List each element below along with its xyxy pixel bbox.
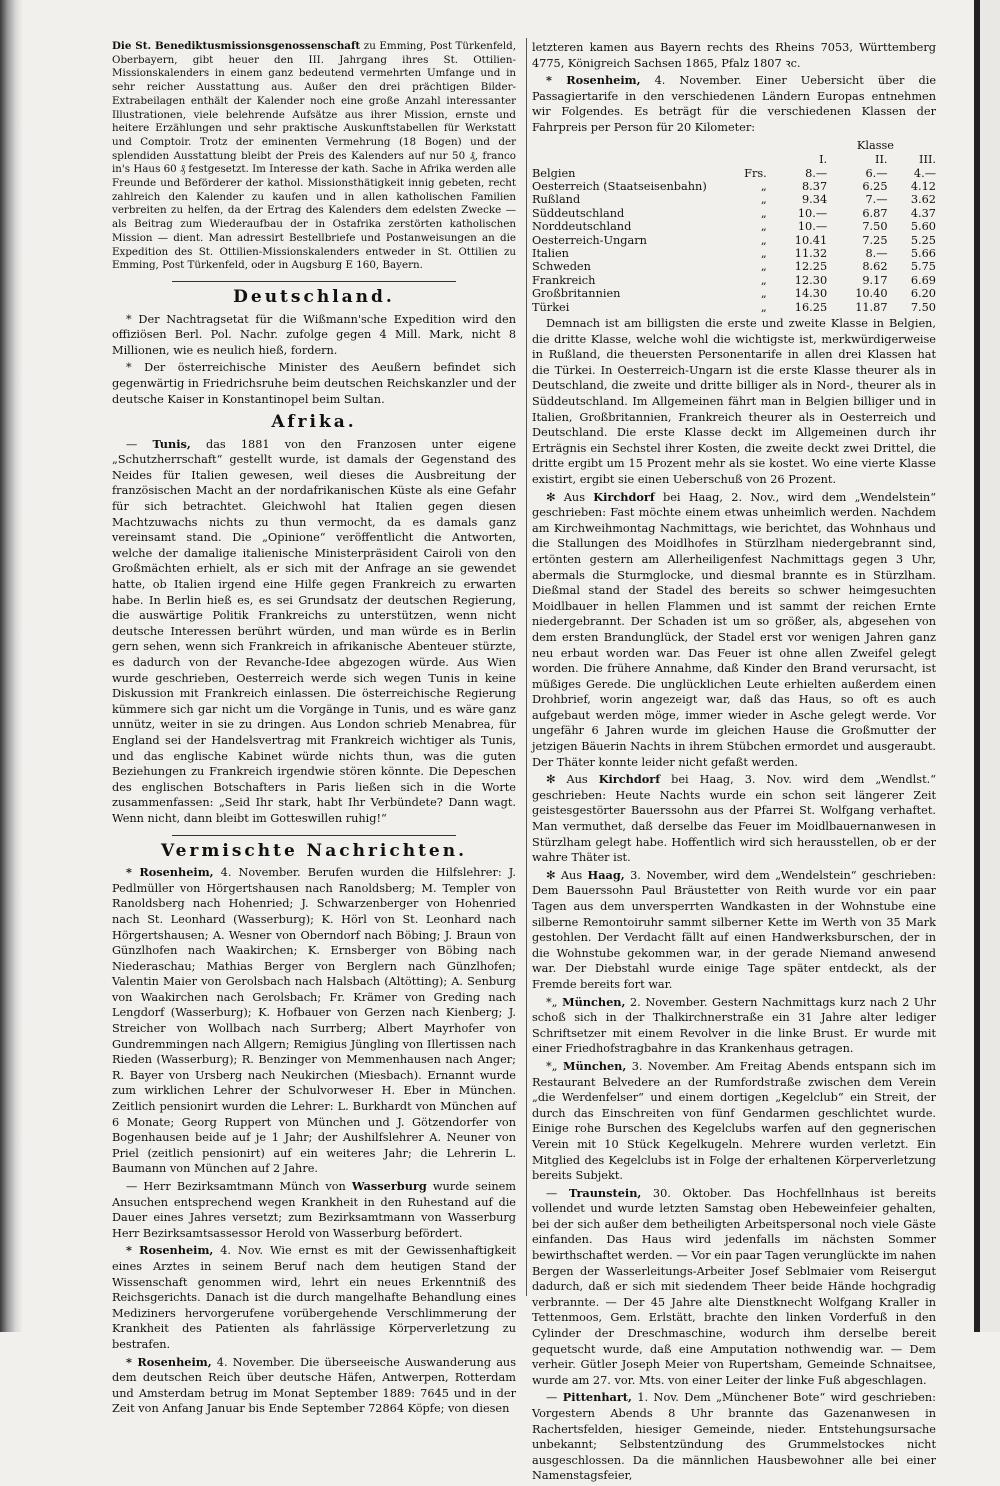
- heading-vermischte: Vermischte Nachrichten.: [160, 840, 468, 861]
- article-muenchen-1: *„ München, 2. November. Gestern Nachmittags kurz nach 2 Uhr schoß sich in der Thalkirchnerstraße ein 31 Jahre alter lediger Schriftsetzer mit einem Revolver in die linke Brust. Er wurde mit einer Friedhofstragbahre in das Krankenhaus getragen.: [532, 994, 937, 1056]
- fare-unit: „: [760, 206, 767, 220]
- fare-row: [532, 274, 936, 287]
- place-name: Wasserburg: [351, 1179, 427, 1194]
- fare-row: [532, 301, 936, 314]
- separator: [172, 281, 456, 282]
- heading-deutschland: Deutschland.: [233, 286, 395, 307]
- fare-class-3: 4.—: [913, 166, 936, 180]
- fare-class-2: 7.25: [862, 233, 888, 247]
- fare-unit: Frs.: [744, 166, 767, 180]
- fare-class-3: 5.25: [910, 233, 936, 247]
- article-wasserburg: — Herr Bezirksamtmann Münch von Wasserburg wurde seinem Ansuchen entsprechend wegen Krankheit in den Ruhestand auf die Dauer eines Jahres versetzt; zum Bezirksamtmann von Wasserburg Herr Bezirksamtsassessor Herold von Wasserburg befördert.: [112, 1179, 517, 1240]
- fare-row: [532, 167, 936, 180]
- fare-class-2: 9.17: [862, 273, 888, 287]
- article-rosenheim-tarife: * Rosenheim, 4. November. Einer Uebersicht über die Passagiertarife in den verschiedenen Ländern Europas entnehmen wir Folgendes. Es beträgt für die verschiedenen Klassen der Fahrpreis per Person für 20 Kilometer:: [532, 73, 937, 134]
- fare-class-3: 6.69: [910, 273, 936, 287]
- fare-country: Belgien: [532, 166, 576, 180]
- fare-row: [532, 180, 936, 193]
- fare-table-caption: Klasse: [856, 138, 894, 152]
- fare-class-2: 8.—: [865, 247, 888, 260]
- article-text: * Der österreichische Minister des Aeußern befindet sich gegenwärtig in Friedrichsruhe beim deutschen Reichskanzler und der deutsche Kaiser in Konstantinopel beim Sultan.: [112, 361, 516, 406]
- place-name: Tunis,: [152, 436, 191, 451]
- fare-class-2: 7.50: [862, 220, 888, 234]
- fare-country: Oesterreich-Ungarn: [532, 233, 647, 247]
- fare-country: Norddeutschland: [532, 220, 632, 234]
- fare-row: [532, 247, 936, 260]
- fare-table-body: [532, 167, 936, 314]
- fare-class-3: 5.66: [910, 247, 936, 260]
- fare-class-2: 6.25: [862, 179, 888, 193]
- fare-country: Großbritannien: [532, 287, 621, 301]
- fare-col-header: II.: [875, 153, 888, 167]
- fare-country: Rußland: [532, 193, 581, 207]
- fare-class-3: 7.50: [910, 300, 936, 314]
- fare-class-1: 14.30: [794, 287, 828, 301]
- fare-class-3: 4.12: [910, 179, 936, 193]
- fare-class-1: 11.32: [794, 247, 828, 260]
- fare-class-1: 9.34: [801, 193, 828, 207]
- fare-col-header: I.: [819, 153, 828, 167]
- article-muenchen-2: *„ München, 3. November. Am Freitag Abends entspann sich im Restaurant Belvedere an der Rumfordstraße zwischen dem Verein „die Werdenfelser“ und einem dortigen „Kegelclub“ ein Streit, der durch das Einschreiten von fünf Gendarmen geschlichtet wurde. Einige rohe Burschen des Kegelclubs warfen auf den gegnerischen Verein mit 10 Stück Kegelkugeln. Mehrere wurden verletzt. Ein Mitglied des Kegelclubs ist in Folge der erhaltenen Körperverletzung bereits Subjekt.: [532, 1058, 936, 1183]
- fare-class-2: 8.62: [862, 260, 888, 274]
- fare-class-1: 10.—: [797, 206, 828, 220]
- fare-class-3: 5.75: [910, 260, 936, 274]
- fare-class-2: 11.87: [855, 300, 888, 314]
- fare-class-1: 10.41: [794, 233, 828, 247]
- place-name: * Rosenheim,: [126, 1354, 212, 1369]
- separator: [172, 835, 456, 836]
- fare-row: [532, 207, 936, 220]
- fare-unit: „: [760, 273, 767, 287]
- fare-row: [532, 234, 936, 247]
- fare-class-2: 10.40: [855, 287, 888, 301]
- column-rule: [526, 38, 527, 1296]
- place-name: Kirchdorf: [593, 489, 655, 504]
- fare-class-1: 12.30: [794, 273, 828, 287]
- fare-unit: „: [760, 179, 767, 193]
- fare-table: [532, 153, 936, 314]
- article-traunstein: — Traunstein, 30. Oktober. Das Hochfellnhaus ist bereits vollendet und wurde letzten Samstag oben Hebeweinfeier gehalten, bei der sich außer dem betheiligten Arbeitspersonal noch viele Gäste einfanden. Das Haus wird jedenfalls im nächsten Sommer bewirthschaftet werden. — Vor ein paar Tagen verunglückte im nahen Bergen der Wasserleitungs-Arbeiter Josef Seblmaier vom Reisergut dadurch, daß er sich mit siedendem Theer beide Hände hochgradig verbrannte. — Der 45 Jahre alte Dienstknecht Wolfgang Kraller in Tettenmoos, Gem. Erlstätt, brachte den linken Vorderfuß in den Cylinder der Dreschmaschine, wodurch ihm derselbe bereit gequetscht wurde, daß eine Amputation nothwendig war. — Dem verheir. Gütler Joseph Meier von Rupertsham, Gemeinde Schnaitsee, wurde am 27. vor. Mts. von einer Leiter der linke Fuß abgeschlagen.: [532, 1185, 936, 1387]
- fare-class-3: 4.37: [910, 206, 936, 220]
- mission-text: zu Emming, Post Türkenfeld, Oberbayern, gibt heuer den III. Jahrgang ihres St. Ottilien-Missionskalenders in einem ganz bedeutend vermehrten Umfange und in sehr reicher Ausstattung aus. Außer den drei prächtigen Bilder-Extrabeilagen enthält der Kalender noch eine große Anzahl interessanter Illustrationen, viele belehrende Aufsätze aus ihrer Mission, ernste und heitere Erzählungen und sehr praktische Auskunftstabellen für Werkstatt und Comptoir. Trotz der eminenten Vermehrung (18 Bogen) und der splendiden Ausstattung bleibt der Preis des Kalenders auf nur 50 ₰, franco in's Haus 60 ₰ festgesetzt. Im Interesse der kath. Sache in Afrika werden alle Freunde und Beförderer der kathol. Missionsthätigkeit innig gebeten, recht zahlreich den Kalender zu kaufen und in allen katholischen Familien verbreiten zu helfen, da der Ertrag des Kalenders dem edelsten Zwecke — als Beitrag zum Wiederaufbau der in Ostafrika zerstörten katholischen Mission — dient. Man adressirt Bestellbriefe und Postanweisungen an die Expedition des St. Ottilien-Missionskalenders entweder in St. Ottilien zu Emming, Post Türkenfeld, oder in Augsburg E 160, Bayern.: [112, 40, 517, 272]
- fare-class-2: 6.—: [865, 166, 888, 180]
- article-rosenheim-arzt: * Rosenheim, 4. Nov. Wie ernst es mit der Gewissenhaftigkeit eines Arztes in seinem Beruf nach dem heutigen Stand der Wissenschaft genommen wird, lehrt ein neues Erkenntniß des Reichsgerichts. Danach ist die durch mangelhafte Behandlung eines Mediziners hervorgerufene vorübergehende Verschlimmerung der Krankheit des Patienten als fahrlässige Körperverletzung zu bestrafen.: [112, 1243, 517, 1351]
- place-name: * Rosenheim,: [546, 73, 641, 88]
- left-column: [112, 40, 516, 1419]
- heading-afrika: Afrika.: [271, 412, 357, 433]
- fare-class-1: 8.—: [805, 166, 828, 180]
- fare-unit: „: [760, 300, 767, 314]
- fare-country: Süddeutschland: [532, 206, 625, 220]
- fare-country: Schweden: [532, 260, 591, 274]
- fare-unit: „: [760, 233, 767, 247]
- article-tunis: — Tunis, das 1881 von den Franzosen unter eigene „Schutzherrschaft“ gestellt wurde, ist damals der Gegenstand des Neides für Italien gewesen, weil dieses die Ausbreitung der französischen Macht an der nordafrikanischen Küste als eine Gefahr für sich betrachtet. Gleichwohl hat Italien gegen diesen Machtzuwachs nichts zu thun vermocht, da es damals ganz vereinsamt stand. Die „Opinione“ veröffentlicht die Antworten, welche der damalige italienische Ministerpräsident Cairoli von den Großmächten erhielt, als er sich mit der Anfrage an sie gewendet hatte, ob Italien irgend eine Hilfe gegen Frankreich zu erwarten habe. In Berlin hieß es, es sei Grundsatz der deutschen Regierung, die auswärtige Politik Frankreichs zu unterstützen, wenn nicht deutsche Interessen berührt würden, und man würde es in Berlin gern sehen, wenn sich Frankreich in afrikanische Abenteuer stürzte, es dadurch von der Revanche-Idee abgezogen würde. Aus Wien wurde geschrieben, Oesterreich werde sich wegen Tunis in keine Diskussion mit Frankreich einlassen. Die österreichische Regierung kümmere sich gar nicht um die Vorgänge in Tunis, und es wäre ganz unnütz, weiter in sie zu dringen. Aus London schrieb Menabrea, für England sei der Handelsvertrag mit Frankreich wichtiger als Tunis, und das englische Kabinet würde nichts thun, was die guten Beziehungen zu Frankreich irgendwie stören könnte. Die Depeschen des englischen Botschafters in Paris ließen sich in die Worte zusammenfassen: „Seid Ihr stark, habt Ihr Verbündete? Dann wagt. Wenn nicht, dann bleibt im Gotteswillen ruhig!“: [112, 436, 517, 825]
- place-name: Kirchdorf: [598, 772, 661, 787]
- fare-class-1: 12.25: [794, 260, 828, 274]
- fare-class-1: 8.37: [801, 179, 828, 193]
- fare-class-1: 16.25: [794, 300, 828, 314]
- fare-unit: „: [760, 193, 767, 207]
- article-pittenhart: — Pittenhart, 1. Nov. Dem „Münchener Bote“ wird geschrieben: Vorgestern Abends 8 Uhr brannte das Gazenanwesen in Rachertsfelden, hiesiger Gemeinde, nieder. Entstehungsursache unbekannt; Selbstentzündung des Grummelstockes nicht ausgeschlossen. Da die männlichen Hausbewohner alle bei einer Namenstagsfeier,: [532, 1390, 936, 1483]
- article-kirchdorf-2: ✻ Aus Kirchdorf bei Haag, 3. Nov. wird dem „Wendlst.“ geschrieben: Heute Nachts wurde ein schon seit längerer Zeit geistesgestörter Bauerssohn aus der Pfarrei St. Wolfgang verhaftet. Man vermuthet, daß derselbe das Feuer im Moidlbauernanwesen in Stürzlham gelegt habe. Hoffentlich wird sich herausstellen, ob er der wahre Thäter ist.: [532, 772, 936, 865]
- article-rosenheim-auswanderung: * Rosenheim, 4. November. Die überseeische Auswanderung aus dem deutschen Reich über deutsche Häfen, Antwerpen, Rotterdam und Amsterdam betrug im Monat September 1889: 7645 und in der Zeit von Anfang Januar bis Ende September 72864 Köpfe; von diesen: [112, 1354, 516, 1416]
- fare-class-3: 3.62: [910, 193, 936, 207]
- fare-class-2: 6.87: [862, 206, 888, 220]
- fare-country: Frankreich: [532, 273, 596, 287]
- fare-country: Italien: [532, 247, 569, 260]
- page-edge-shadow: [0, 0, 22, 1332]
- article-text: Demnach ist am billigsten die erste und zweite Klasse in Belgien, die dritte Klasse, welche wohl die wichtigste ist, merkwürdigerweise in Rußland, die theuersten Personentarife in allen drei Klassen hat die Türkei. In Oesterreich-Ungarn ist die erste Klasse theurer als in Deutschland, die zweite und dritte billiger als in Nord-, theurer als in Süddeutschland. Im Allgemeinen fährt man in Belgien billiger und in Italien, Großbritannien, Frankreich theurer als in Oesterreich und Deutschland. Die erste Klasse deckt im Allgemeinen durch ihr Erträgnis ein Sechstel ihrer Kosten, die zweite deckt zwei Drittel, die dritte ergibt um 15 Prozent mehr als sie kostet. Wo eine vierte Klasse existirt, ergibt sie einen Ueberschuß von 26 Prozent.: [532, 317, 936, 486]
- place-name: Haag,: [587, 867, 625, 882]
- mission-notice: [112, 40, 516, 273]
- article-kirchdorf-1: ✻ Aus Kirchdorf bei Haag, 2. Nov., wird dem „Wendelstein“ geschrieben: Fast möchte einem etwas unheimlich werden. Nachdem am Kirchweihmontag Nachmittags, wie berichtet, das Wohnhaus und die Stallungen des Moidlhofes in Stürzlham niedergebrannt sind, ertönten gestern am Allerheiligenfest Nachmittags gegen 3 Uhr, abermals die Sturmglocke, und diesmal brannte es in Stürzlham. Dießmal stand der Stadel des bereits so schwer heimgesuchten Moidlbauer in hellen Flammen und ist sammt der reichen Ernte niedergebrannt. Der Schaden ist um so größer, als, abgesehen von dem ersten Brandunglück, der Stadel erst vor wenigen Jahren ganz neu erbaut worden war. Das Feuer ist ohne allen Zweifel gelegt worden. Die frühere Annahme, daß Kinder den Brand verursacht, ist müßiges Gerede. Die unglücklichen Leute erhielten außerdem einen Drohbrief, worin angezeigt war, daß das Haus, so oft es auch aufgebaut werden möge, immer wieder in Asche gelegt werde. Vor ungefähr 6 Jahren wurde im gleichen Hause die Großmutter der jetzigen Bäuerin Nachts in ihrem Stübchen ermordet und ausgeraubt. Der Thäter konnte leider nicht gefaßt werden.: [532, 489, 936, 769]
- fare-col-header: III.: [919, 153, 936, 167]
- fare-unit: „: [760, 260, 767, 274]
- fare-table-header: [532, 153, 936, 166]
- right-column: [532, 40, 936, 1486]
- fare-class-3: 6.20: [910, 287, 936, 301]
- fare-country: Türkei: [532, 300, 570, 314]
- place-name: Pittenhart,: [562, 1390, 632, 1405]
- fare-unit: „: [760, 247, 767, 260]
- article-haag: ✻ Aus Haag, 3. November, wird dem „Wendelstein“ geschrieben: Dem Bauerssohn Paul Bräustetter von Reith wurde vor ein paar Tagen aus dem unversperrten Wandkasten in der Wohnstube eine silberne Remontoiruhr sammt silberner Kette im Werth von 35 Mark gestohlen. Der Verdacht fällt auf einen Handwerksburschen, der in die Wohnstube gekommen war, in der gerade Niemand anwesend war. Der Diebstahl wurde einige Tage später entdeckt, als der Fremde bereits fort war.: [532, 867, 936, 991]
- fare-country: Oesterreich (Staatseisenbahn): [532, 179, 707, 193]
- fare-row: [532, 287, 936, 300]
- place-name: München,: [562, 994, 626, 1009]
- mission-lead: Die St. Benediktusmissionsgenossenschaft: [112, 40, 361, 52]
- place-name: Traunstein,: [568, 1185, 642, 1200]
- article-rosenheim-lehrer: * Rosenheim, 4. November. Berufen wurden die Hilfslehrer: J. Pedlmüller von Hörgertshausen nach Ranoldsberg; M. Templer von Ranoldsberg nach Hohenried; J. Schwarzenberger von Hohenried nach St. Leonhard (Wasserburg); K. Hörl von St. Leonhard nach Hörgertshausen; A. Wesner von Oberndorf nach Böbing; J. Braun von Günzlhofen nach Waakirchen; K. Ernsberger von Böbing nach Niederaschau; Mathias Berger von Berglern nach Günzlhofen; Valentin Maier von Gerolsbach nach Halsbach (Altötting); A. Senburg von Waakirchen nach Gerolsbach; Fr. Krämer von Greding nach Lengdorf (Wasserburg); K. Hofbauer von Gerzen nach Kienberg; J. Streicher von Wollbach nach Surrberg; Albert Mayrhofer von Gundremmingen nach Allgern; Remigius Jüngling von Illertissen nach Rieden (Wasserburg); R. Benzinger von Memmenhausen nach Anger; R. Bayer von Ursberg nach Neukirchen (Miesbach). Ernannt wurde zum wirklichen Lehrer der Schulvorweser H. Eber in München. Zeitlich pensionirt wurden die Lehrer: L. Burkhardt von München auf 6 Monate; Georg Ruppert von München und J. Götzendorfer von Bogenhausen beide auf je 1 Jahr; der Aushilfslehrer A. Neuner von Priel (zeitlich pensionirt) auf ein weiteres Jahr; die Lehrerin L. Baumann von München auf 2 Jahre.: [112, 865, 516, 1176]
- fare-unit: „: [760, 220, 767, 234]
- next-page-strip: [980, 0, 1000, 1332]
- place-name: * Rosenheim,: [126, 1243, 214, 1258]
- fare-class-1: 10.—: [797, 220, 828, 234]
- fare-row: [532, 260, 936, 273]
- fare-row: [532, 220, 936, 233]
- place-name: München,: [562, 1058, 627, 1073]
- fare-class-3: 5.60: [910, 220, 936, 234]
- place-name: * Rosenheim,: [126, 865, 214, 880]
- fare-row: [532, 193, 936, 206]
- fare-class-2: 7.—: [865, 193, 888, 207]
- article-continuation: letzteren kamen aus Bayern rechts des Rheins 7053, Württemberg 4775, Königreich Sachsen 1865, Pfalz 1807 ꝛc.: [532, 41, 936, 70]
- fare-unit: „: [760, 287, 767, 301]
- article-text: * Der Nachtragsetat für die Wißmann'sche Expedition wird den offiziösen Berl. Pol. Nachr. zufolge gegen 4 Mill. Mark, nicht 8 Millionen, wie es neulich hieß, fordern.: [112, 312, 516, 357]
